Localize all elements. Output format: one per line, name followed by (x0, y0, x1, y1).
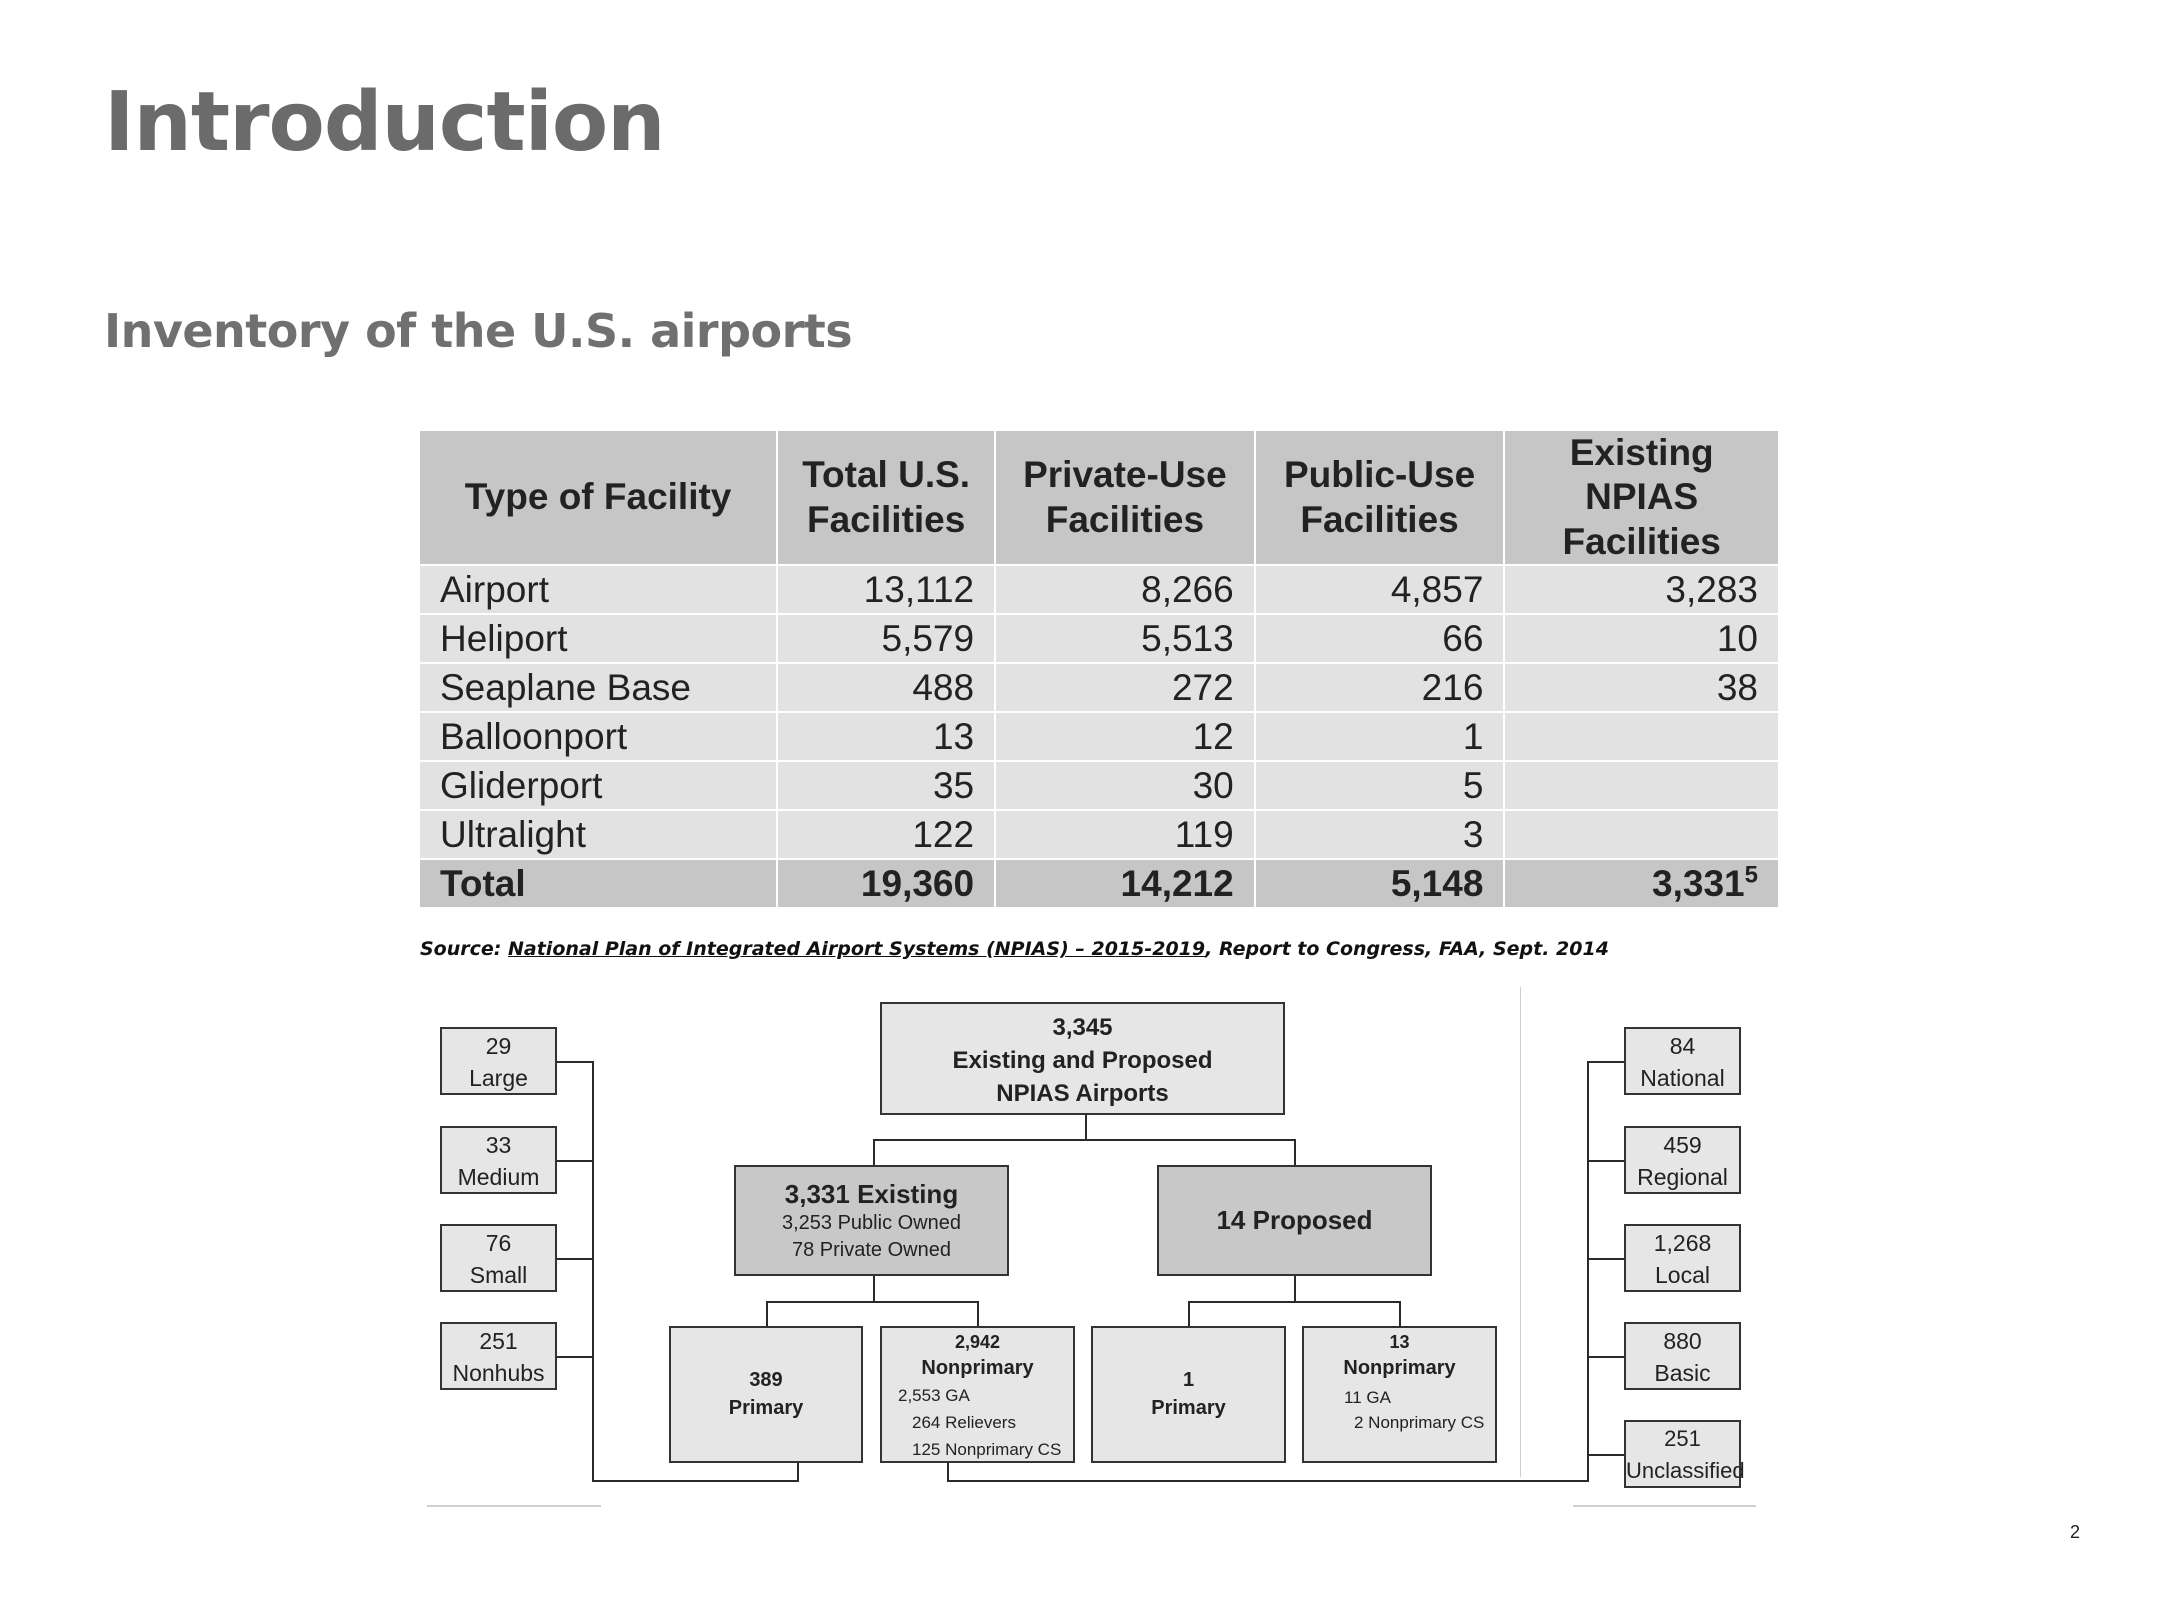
table-cell (1504, 712, 1779, 761)
connector-line (1399, 1301, 1401, 1327)
proposed-nonprimary-ga: 11 GA (1344, 1388, 1391, 1407)
category-label: Unclassified (1626, 1458, 1745, 1483)
connector-line (1085, 1114, 1087, 1140)
existing-nonprimary-count: 2,942 (954, 1332, 1001, 1352)
hub-count: 251 (479, 1328, 518, 1354)
category-count: 1,268 (1653, 1230, 1712, 1256)
hub-label: Medium (457, 1164, 540, 1190)
category-count: 880 (1663, 1328, 1702, 1354)
table-cell: 5,513 (995, 614, 1255, 663)
table-cell: 4,857 (1255, 565, 1505, 614)
category-label: Basic (1654, 1360, 1711, 1386)
proposed-primary-count: 1 (1182, 1369, 1195, 1391)
category-box-national (1624, 1027, 1741, 1095)
table-cell: Heliport (419, 614, 777, 663)
existing-airports-box (734, 1165, 1009, 1276)
hub-box-medium (440, 1126, 557, 1194)
column-header: Existing NPIAS Facilities (1504, 430, 1779, 565)
category-count: 84 (1669, 1033, 1696, 1059)
table-row (419, 810, 1779, 859)
table-cell: 216 (1255, 663, 1505, 712)
table-cell: 14,212 (995, 859, 1255, 908)
connector-line (1587, 1454, 1625, 1456)
table-cell: 19,360 (777, 859, 995, 908)
table-cell (1504, 761, 1779, 810)
category-count: 459 (1663, 1132, 1702, 1158)
category-label: Regional (1637, 1164, 1728, 1190)
npias-total-label-2: NPIAS Airports (996, 1080, 1169, 1107)
hub-label: Small (469, 1262, 528, 1288)
table-cell: 1 (1255, 712, 1505, 761)
connector-line (556, 1160, 594, 1162)
connector-line (797, 1462, 799, 1482)
diagram-bottom-rule (1573, 1505, 1756, 1507)
connector-line (1587, 1061, 1625, 1063)
connector-line (592, 1061, 594, 1482)
proposed-primary-box (1091, 1326, 1286, 1463)
proposed-primary-label: Primary (1151, 1397, 1226, 1419)
hub-count: 33 (485, 1132, 512, 1158)
table-cell: 12 (995, 712, 1255, 761)
npias-total-box (880, 1002, 1285, 1115)
connector-line (1587, 1356, 1625, 1358)
category-label: National (1640, 1065, 1725, 1091)
connector-line (1587, 1258, 1625, 1260)
table-cell: 3,283 (1504, 565, 1779, 614)
table-cell: Seaplane Base (419, 663, 777, 712)
existing-primary-label: Primary (728, 1397, 804, 1419)
section-subtitle: Inventory of the U.S. airports (104, 304, 853, 358)
table-cell: 5,148 (1255, 859, 1505, 908)
connector-line (1294, 1275, 1296, 1302)
connector-line (873, 1139, 1296, 1141)
column-header: Private-Use Facilities (995, 430, 1255, 565)
hub-box-large (440, 1027, 557, 1095)
table-cell: 66 (1255, 614, 1505, 663)
category-box-regional (1624, 1126, 1741, 1194)
existing-nonprimary-box (880, 1326, 1075, 1463)
category-box-basic (1624, 1322, 1741, 1390)
source-citation (420, 938, 1609, 960)
total-value: 3,331 (1652, 862, 1745, 904)
proposed-nonprimary-label: Nonprimary (1343, 1357, 1456, 1379)
existing-primary-count: 389 (749, 1369, 783, 1391)
table-cell: 488 (777, 663, 995, 712)
category-count: 251 (1664, 1426, 1701, 1451)
column-header: Type of Facility (419, 430, 777, 565)
table-cell: 13 (777, 712, 995, 761)
connector-line (556, 1258, 594, 1260)
category-box-unclassified (1624, 1420, 1745, 1488)
proposed-nonprimary-box (1302, 1326, 1497, 1463)
proposed-title: 14 Proposed (1216, 1205, 1373, 1235)
connector-line (1188, 1301, 1190, 1327)
table-cell: 35 (777, 761, 995, 810)
hub-label: Nonhubs (452, 1360, 545, 1386)
proposed-nonprimary-count: 13 (1389, 1332, 1410, 1352)
table-row (419, 663, 1779, 712)
existing-private: 78 Private Owned (792, 1239, 951, 1261)
connector-line (947, 1480, 1589, 1482)
existing-public: 3,253 Public Owned (781, 1212, 961, 1234)
existing-nonprimary-ga: 2,553 GA (898, 1386, 970, 1405)
connector-line (766, 1301, 768, 1327)
table-cell: Total (419, 859, 777, 908)
table-cell: 30 (995, 761, 1255, 810)
npias-total-count: 3,345 (1052, 1014, 1113, 1041)
table-cell: 5,579 (777, 614, 995, 663)
source-title: National Plan of Integrated Airport Systems (NPIAS) – 2015-2019 (508, 938, 1206, 960)
table-cell: Ultralight (419, 810, 777, 859)
table-cell (1504, 810, 1779, 859)
table-cell: 13,112 (777, 565, 995, 614)
category-label: Local (1655, 1262, 1710, 1288)
page-number: 2 (2070, 1522, 2081, 1542)
connector-line (1294, 1139, 1296, 1166)
table-row (419, 761, 1779, 810)
hub-count: 76 (485, 1230, 512, 1256)
column-header: Public-Use Facilities (1255, 430, 1505, 565)
connector-line (977, 1301, 979, 1327)
table-cell: 122 (777, 810, 995, 859)
table-header-row (419, 430, 1779, 565)
source-suffix: , Report to Congress, FAA, Sept. 2014 (1205, 938, 1609, 960)
hub-count: 29 (485, 1033, 512, 1059)
connector-line (873, 1275, 875, 1302)
table-cell: 272 (995, 663, 1255, 712)
connector-line (947, 1462, 949, 1482)
table-cell: 3 (1255, 810, 1505, 859)
proposed-nonprimary-cs: 2 Nonprimary CS (1354, 1413, 1485, 1432)
connector-line (1188, 1301, 1401, 1303)
existing-primary-box (669, 1326, 863, 1463)
diagram-divider (1520, 987, 1521, 1477)
npias-total-label-1: Existing and Proposed (952, 1047, 1213, 1074)
table-cell: Airport (419, 565, 777, 614)
hub-box-small (440, 1224, 557, 1292)
source-prefix: Source: (420, 938, 508, 960)
category-box-local (1624, 1224, 1741, 1292)
existing-title: 3,331 Existing (784, 1179, 959, 1209)
column-header: Total U.S. Facilities (777, 430, 995, 565)
connector-line (873, 1139, 875, 1166)
proposed-airports-box (1157, 1165, 1432, 1276)
hub-box-nonhubs (440, 1322, 557, 1390)
airport-inventory-table (418, 429, 1780, 909)
existing-nonprimary-relievers: 264 Relievers (912, 1413, 1016, 1432)
existing-nonprimary-cs: 125 Nonprimary CS (912, 1440, 1062, 1459)
connector-line (1587, 1061, 1589, 1482)
table-row (419, 712, 1779, 761)
table-cell: 5 (1255, 761, 1505, 810)
page-title: Introduction (104, 75, 665, 170)
connector-line (766, 1301, 979, 1303)
hub-label: Large (469, 1065, 528, 1091)
footnote-marker: 5 (1744, 861, 1758, 889)
connector-line (556, 1061, 594, 1063)
table-row (419, 565, 1779, 614)
table-total-row (419, 859, 1779, 908)
connector-line (556, 1356, 594, 1358)
connector-line (592, 1480, 799, 1482)
table-cell: 119 (995, 810, 1255, 859)
table-cell: 8,266 (995, 565, 1255, 614)
connector-line (1587, 1160, 1625, 1162)
table-cell-npias-total (1504, 859, 1779, 908)
existing-nonprimary-label: Nonprimary (921, 1357, 1034, 1379)
table-cell: 10 (1504, 614, 1779, 663)
table-row (419, 614, 1779, 663)
table-cell: Balloonport (419, 712, 777, 761)
table-cell: 38 (1504, 663, 1779, 712)
diagram-bottom-rule (427, 1505, 601, 1507)
table-cell: Gliderport (419, 761, 777, 810)
